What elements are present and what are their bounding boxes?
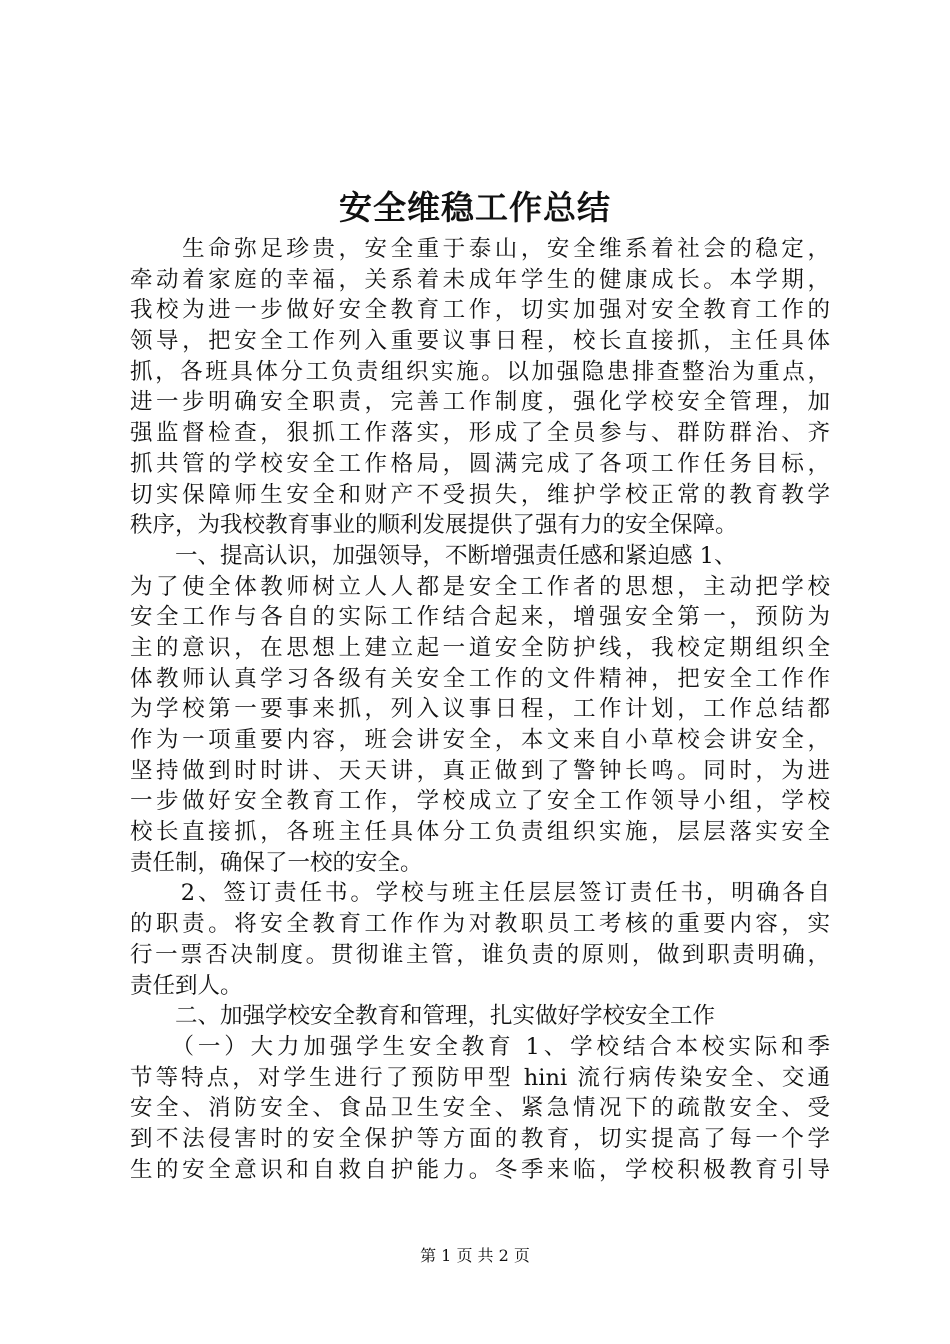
section-heading: 一、提高认识，加强领导，不断增强责任感和紧迫感 1、 [130,542,737,569]
body-line: 一步做好安全教育工作，学校成立了安全工作领导小组，学校 [130,788,830,815]
body-line: 体教师认真学习各级有关安全工作的文件精神，把安全工作作 [130,665,830,692]
body-line: 为学校第一要事来抓，列入议事日程，工作计划，工作总结都 [130,696,830,723]
body-line: 主的意识，在思想上建立起一道安全防护线，我校定期组织全 [130,634,830,661]
body-line: 责任制，确保了一校的安全。 [130,849,423,876]
body-line: 我校为进一步做好安全教育工作，切实加强对安全教育工作的 [130,297,830,324]
section-heading: 二、加强学校安全教育和管理，扎实做好学校安全工作 [130,1003,716,1030]
body-line: 行一票否决制度。贯彻谁主管，谁负责的原则，做到职责明确， [130,941,830,968]
body-line: 强监督检查，狠抓工作落实，形成了全员参与、群防群治、齐 [130,420,830,447]
body-line: 领导，把安全工作列入重要议事日程，校长直接抓，主任具体 [130,328,830,355]
body-line: 的职责。将安全教育工作作为对教职员工考核的重要内容，实 [130,911,830,938]
body-line: 秩序，为我校教育事业的顺利发展提供了强有力的安全保障。 [130,512,738,539]
body-line: 生的安全意识和自救自护能力。冬季来临，学校积极教育引导 [130,1156,830,1183]
body-line: 安全、消防安全、食品卫生安全、紧急情况下的疏散安全、受 [130,1095,830,1122]
body-line: 抓，各班具体分工负责组织实施。以加强隐患排查整治为重点， [130,358,830,385]
body-line: （一）大力加强学生安全教育 1、学校结合本校实际和季 [130,1033,830,1060]
document-body [130,234,830,1185]
body-line: 生命弥足珍贵，安全重于泰山，安全维系着社会的稳定， [130,236,830,262]
body-line: 进一步明确安全职责，完善工作制度，强化学校安全管理，加 [130,389,830,416]
body-line: 抓共管的学校安全工作格局，圆满完成了各项工作任务目标， [130,450,830,477]
body-line: 坚持做到时时讲、天天讲，真正做到了警钟长鸣。同时，为进 [130,757,830,784]
body-line: 牵动着家庭的幸福，关系着未成年学生的健康成长。本学期， [130,266,830,293]
body-line: 2、签订责任书。学校与班主任层层签订责任书，明确各自 [130,880,830,907]
body-line: 为了使全体教师树立人人都是安全工作者的思想，主动把学校 [130,573,830,600]
body-line: 安全工作与各自的实际工作结合起来，增强安全第一，预防为 [130,604,830,631]
document-title: 安全维稳工作总结 [339,188,611,227]
body-line: 校长直接抓，各班主任具体分工负责组织实施，层层落实安全 [130,819,830,846]
body-line: 节等特点，对学生进行了预防甲型 hini 流行病传染安全、交通 [130,1064,830,1091]
body-line: 到不法侵害时的安全保护等方面的教育，切实提高了每一个学 [130,1125,830,1152]
body-line: 责任到人。 [130,972,243,999]
body-line: 作为一项重要内容，班会讲安全，本文来自小草校会讲安全， [130,727,830,753]
page-footer: 第 1 页 共 2 页 [420,1246,530,1265]
body-line: 切实保障师生安全和财产不受损失，维护学校正常的教育教学 [130,481,830,508]
